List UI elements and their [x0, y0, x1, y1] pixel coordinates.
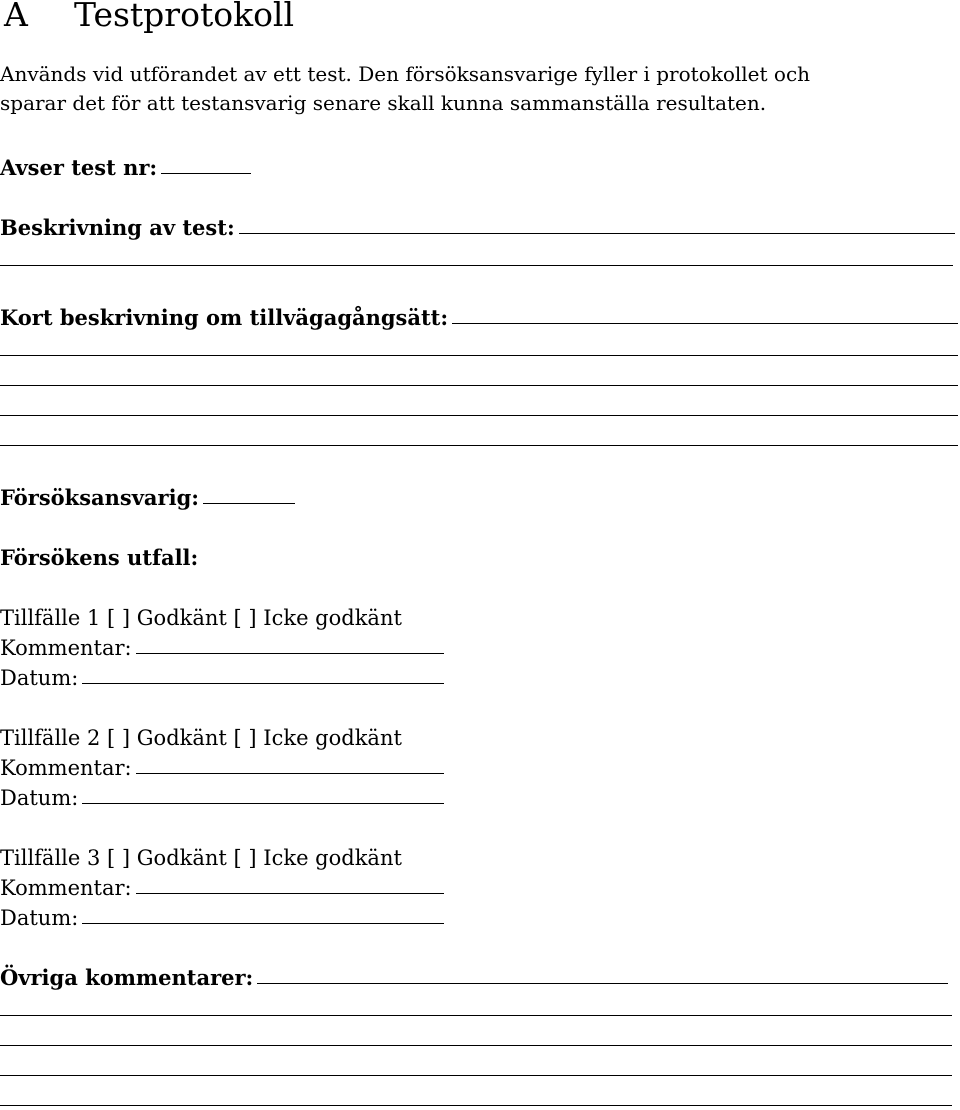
other-comments-label: Övriga kommentarer: — [0, 965, 254, 990]
responsible-label: Försöksansvarig: — [0, 485, 200, 510]
procedure-line-4[interactable] — [0, 415, 958, 416]
occasion-1-date-label: Datum: — [0, 666, 79, 690]
occasion-2-approved-checkbox[interactable]: [ ] Godkänt — [107, 726, 227, 750]
outcome-heading: Försökens utfall: — [0, 545, 199, 570]
occasion-3-approved-checkbox[interactable]: [ ] Godkänt — [107, 846, 227, 870]
occasion-3-date-field — [0, 900, 444, 930]
description-field — [0, 210, 955, 240]
page-title — [4, 0, 294, 36]
test-nr-label: Avser test nr: — [0, 155, 158, 180]
occasion-1-comment-field — [0, 630, 444, 660]
responsible-input[interactable] — [203, 502, 295, 504]
occasion-2-label: Tillfälle 2 — [0, 726, 101, 750]
occasion-1-label: Tillfälle 1 — [0, 606, 101, 630]
other-comments-line-5[interactable] — [0, 1105, 952, 1106]
occasion-3-not-approved-checkbox[interactable]: [ ] Icke godkänt — [233, 846, 402, 870]
other-comments-line-2[interactable] — [0, 1015, 952, 1016]
occasion-1-approved-checkbox[interactable]: [ ] Godkänt — [107, 606, 227, 630]
test-nr-input[interactable] — [161, 172, 251, 174]
occasion-1-date-input[interactable] — [82, 682, 444, 684]
occasion-2-row — [0, 720, 402, 750]
occasion-1-comment-label: Kommentar: — [0, 636, 132, 660]
occasion-1-comment-input[interactable] — [136, 652, 444, 654]
other-comments-field — [0, 960, 948, 990]
occasion-3-date-input[interactable] — [82, 922, 444, 924]
description-line-2[interactable] — [0, 265, 953, 266]
occasion-2-date-field — [0, 780, 444, 810]
test-nr-field — [0, 150, 251, 180]
occasion-3-row — [0, 840, 402, 870]
occasion-3-comment-label: Kommentar: — [0, 876, 132, 900]
occasion-3-comment-field — [0, 870, 444, 900]
procedure-line-5[interactable] — [0, 445, 958, 446]
other-comments-line-4[interactable] — [0, 1075, 952, 1076]
intro-line-1: Används vid utförandet av ett test. Den försöksansvarige fyller i protokollet och — [0, 62, 811, 86]
occasion-3-comment-input[interactable] — [136, 892, 444, 894]
appendix-letter: A — [4, 0, 28, 34]
procedure-label: Kort beskrivning om tillvägagångsätt: — [0, 305, 449, 330]
occasion-2-comment-input[interactable] — [136, 772, 444, 774]
occasion-1-not-approved-checkbox[interactable]: [ ] Icke godkänt — [233, 606, 402, 630]
occasion-2-date-input[interactable] — [82, 802, 444, 804]
occasion-1-date-field — [0, 660, 444, 690]
intro-line-2: sparar det för att testansvarig senare skall kunna sammanställa resultaten. — [0, 91, 767, 115]
other-comments-input[interactable] — [257, 982, 948, 984]
procedure-field — [0, 300, 958, 330]
occasion-2-date-label: Datum: — [0, 786, 79, 810]
description-label: Beskrivning av test: — [0, 215, 235, 240]
responsible-field — [0, 480, 295, 510]
occasion-3-label: Tillfälle 3 — [0, 846, 101, 870]
title-text: Testprotokoll — [74, 0, 295, 34]
procedure-input[interactable] — [452, 322, 958, 324]
occasion-2-not-approved-checkbox[interactable]: [ ] Icke godkänt — [233, 726, 402, 750]
procedure-line-2[interactable] — [0, 355, 958, 356]
description-input[interactable] — [239, 232, 955, 234]
procedure-line-3[interactable] — [0, 385, 958, 386]
occasion-2-comment-field — [0, 750, 444, 780]
occasion-2-comment-label: Kommentar: — [0, 756, 132, 780]
other-comments-line-3[interactable] — [0, 1045, 952, 1046]
occasion-3-date-label: Datum: — [0, 906, 79, 930]
occasion-1-row — [0, 600, 402, 630]
